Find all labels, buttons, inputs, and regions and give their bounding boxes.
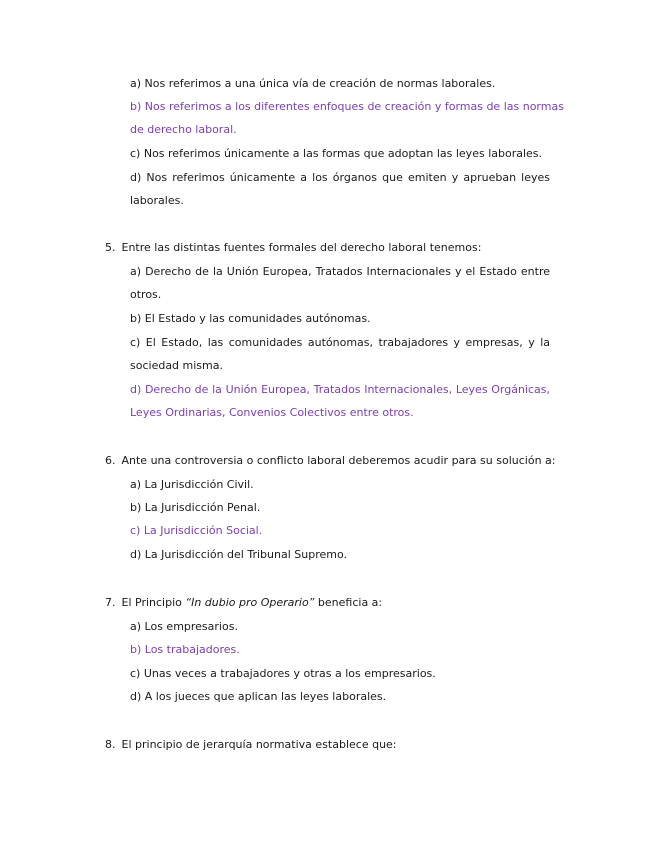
- question-text: El principio de jerarquía normativa establece que:: [121, 738, 397, 751]
- question-number: 5.: [105, 241, 116, 254]
- q6-option-c: c) La Jurisdicción Social.: [130, 524, 263, 537]
- q5-option-c-line1: c) El Estado, las comunidades autónomas, trabajadores y empresas, y la: [130, 336, 550, 349]
- question-number: 6.: [105, 454, 116, 467]
- question-text-start: El Principio: [121, 596, 186, 609]
- q6-option-d: d) La Jurisdicción del Tribunal Supremo.: [130, 548, 347, 561]
- q5-option-b: b) El Estado y las comunidades autónomas.: [130, 312, 371, 325]
- q7-option-a: a) Los empresarios.: [130, 620, 238, 633]
- question-text: Ante una controversia o conflicto laboral deberemos acudir para su solución a:: [121, 454, 556, 467]
- q6-option-b: b) La Jurisdicción Penal.: [130, 501, 261, 514]
- question-5: [105, 241, 481, 255]
- question-text: Entre las distintas fuentes formales del derecho laboral tenemos:: [121, 241, 482, 254]
- q4-option-d-line2: laborales.: [130, 194, 184, 207]
- question-number: 8.: [105, 738, 116, 751]
- question-7: [105, 596, 382, 610]
- q4-option-b-line1: b) Nos referimos a los diferentes enfoques de creación y formas de las normas: [130, 100, 564, 113]
- q6-option-a: a) La Jurisdicción Civil.: [130, 478, 254, 491]
- q5-option-a-line1: a) Derecho de la Unión Europea, Tratados Internacionales y el Estado entre: [130, 265, 550, 278]
- question-text-italic: “In dubio pro Operario”: [185, 596, 315, 609]
- q4-option-a: a) Nos referimos a una única vía de creación de normas laborales.: [130, 77, 496, 90]
- q5-option-c-line2: sociedad misma.: [130, 359, 223, 372]
- q5-option-d-line1: d) Derecho de la Unión Europea, Tratados Internacionales, Leyes Orgánicas,: [130, 383, 550, 396]
- q4-option-b-line2: de derecho laboral.: [130, 123, 237, 136]
- question-6: [105, 454, 555, 468]
- question-8: [105, 738, 397, 752]
- q7-option-b: b) Los trabajadores.: [130, 643, 240, 656]
- q7-option-d: d) A los jueces que aplican las leyes laborales.: [130, 690, 387, 703]
- q7-option-c: c) Unas veces a trabajadores y otras a los empresarios.: [130, 667, 436, 680]
- question-number: 7.: [105, 596, 116, 609]
- q4-option-c: c) Nos referimos únicamente a las formas que adoptan las leyes laborales.: [130, 147, 543, 160]
- q4-option-d-line1: d) Nos referimos únicamente a los órganos que emiten y aprueban leyes: [130, 171, 550, 184]
- question-text-end: beneficia a:: [314, 596, 383, 609]
- q5-option-a-line2: otros.: [130, 288, 162, 301]
- q5-option-d-line2: Leyes Ordinarias, Convenios Colectivos entre otros.: [130, 406, 414, 419]
